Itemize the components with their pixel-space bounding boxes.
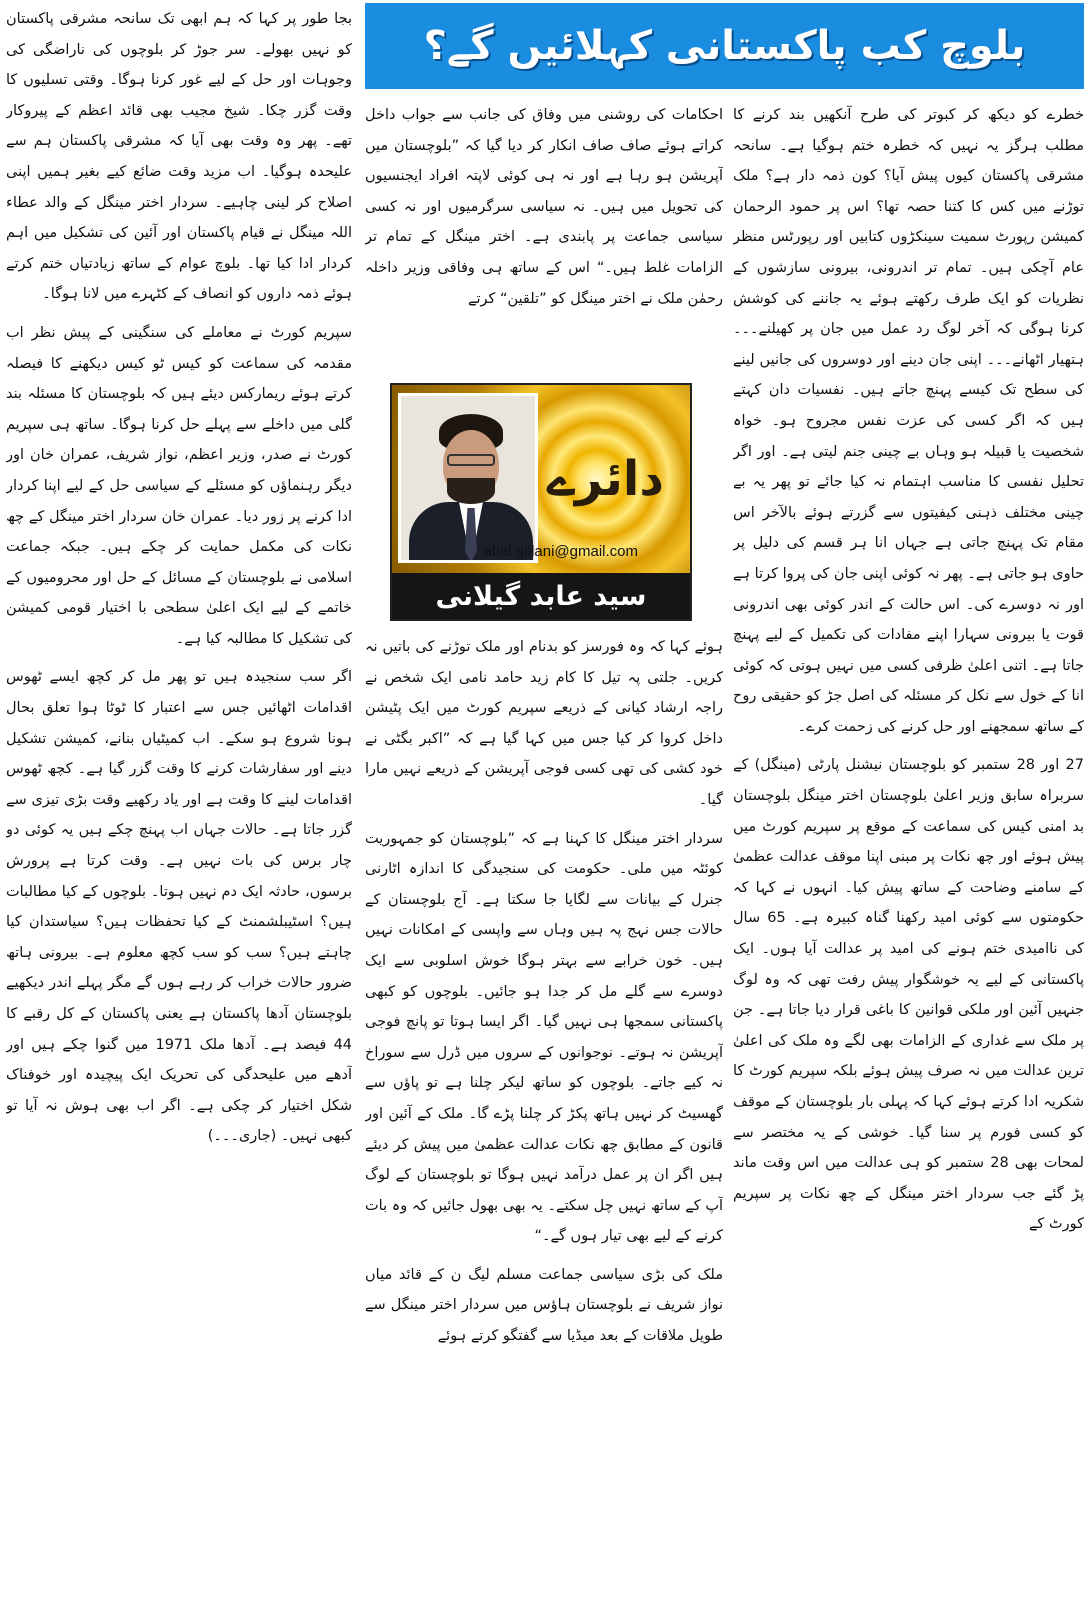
paragraph: احکامات کی روشنی میں وفاق کی جانب سے جواب داخل کراتے ہوئے صاف صاف انکار کر دیا گیا کہ ”بلوچستان میں آپریشن ہو رہا ہے اور نہ ہی کوئی لاپتہ افراد ایجنسیوں کی تحویل میں ہیں۔ نہ سیاسی سرگرمیوں اور نہ کسی سیاسی جماعت پر پابندی ہے۔ اختر مینگل کے تمام تر الزامات غلط ہیں۔“ اس کے ساتھ ہی وفاقی وزیر داخلہ رحمٰن ملک نے اختر مینگل کو ”تلقین“ کرتے — [365, 107, 723, 307]
paragraph: ملک کی بڑی سیاسی جماعت مسلم لیگ ن کے قائد میاں نواز شریف نے بلوچستان ہاؤس میں سردار اختر مینگل سے طویل ملاقات کے بعد میڈیا سے گفتگو کرتے ہوئے — [365, 1266, 723, 1345]
author-portrait — [398, 393, 538, 563]
portrait-glasses — [447, 454, 495, 466]
author-email: abid.gillani@gmail.com — [483, 543, 638, 560]
headline-title: بلوچ کب پاکستانی کہلائیں گے؟ — [423, 23, 1026, 69]
paragraph: خطرے کو دیکھ کر کبوتر کی طرح آنکھیں بند کرنے کا مطلب ہرگز یہ نہیں کہ خطرہ ختم ہوگیا ہے۔ سانحہ مشرقی پاکستان کیوں پیش آیا؟ کون ذمہ دار ہے؟ ملک توڑنے میں کس کا کتنا حصہ تھا؟ اس پر حمود الرحمان کمیشن رپورٹ سمیت سینکڑوں کتابیں اور رپورٹس منظر عام آچکی ہیں۔ تمام تر اندرونی، بیرونی سازشوں کے نظریات کو ایک طرف رکھتے ہوئے یہ جاننے کی کوشش کرنا ہوگی کہ آخر لوگ رد عمل میں جان پر کھیلنے۔۔۔ ہتھیار اٹھانے۔۔۔ اپنی جان دینے اور دوسروں کی جانیں لینے کی سطح تک کیسے پہنچ جاتے ہیں۔ نفسیات دان کہتے ہیں کہ اگر کسی کی عزت نفس مجروح ہو۔ خواہ شخصیت یا قبیلہ ہو وہاں بے چینی جنم لیتی ہے۔ اور اگر تحلیل نفسی کا مناسب اہتمام نہ کیا جائے تو پھر یہ بے چینی مختلف ذہنی کیفیتوں سے گزرتے ہوئے بالآخر اس مقام تک پہنچ جاتی ہے جہاں انا ہر قسم کی دلیل پر حاوی ہو جاتی ہے۔ پھر نہ کوئی اپنی جان کی پروا کرتا ہے اور نہ دوسرے کی۔ اس حالت کے اندر کوئی بھی اندرونی قوت یا بیرونی سہارا اپنے مفادات کی تکمیل کے لیے پہنچ جاتا ہے۔ اتنی اعلیٰ ظرفی کسی میں نہیں ہوتی کہ کوئی انا کے خول سے نکل کر مسئلہ کی اصل جڑ کو حقیقی روح کے ساتھ سمجھنے اور حل کرنے کی زحمت کرے۔ — [733, 107, 1084, 735]
paragraph: اگر سب سنجیدہ ہیں تو پھر مل کر کچھ ایسے ٹھوس اقدامات اٹھائیں جس سے اعتبار کا ٹوٹا ہوا تعلق بحال ہونا شروع ہو سکے۔ اب کمیٹیاں بنانے، کمیشن تشکیل دینے اور سفارشات کرنے کا وقت گزر گیا ہے۔ کچھ ٹھوس اقدامات لینے کا وقت ہے اور یاد رکھیے وقت بڑی تیزی سے گزر جاتا ہے۔ حالات جہاں اب پہنچ چکے ہیں یہ کوئی دو چار برس کی بات نہیں ہے۔ وقت کرتا ہے پرورش برسوں، حادثہ ایک دم نہیں ہوتا۔ بلوچوں کے کیا مطالبات ہیں؟ اسٹیبلشمنٹ کے کیا تحفظات ہیں؟ سیاستدان کیا چاہتے ہیں؟ سب کو سب کچھ معلوم ہے۔ بیرونی ہاتھ ضرور حالات خراب کر رہے ہوں گے مگر پہلے اندر دیکھیے بلوچستان آدھا پاکستان ہے یعنی پاکستان کے کل رقبے کا 44 فیصد ہے۔ آدھا ملک 1971 میں گنوا چکے ہیں اور آدھے میں علیحدگی کی تحریک ایک پیچیدہ اور خوفناک شکل اختیار کر چکی ہے۔ اگر اب بھی ہوش نہ آیا تو کبھی نہیں۔ (جاری۔۔۔) — [6, 669, 352, 1145]
article-column-middle-top — [365, 100, 723, 370]
author-name: سید عابد گیلانی — [435, 580, 647, 612]
paragraph: سپریم کورٹ نے معاملے کی سنگینی کے پیش نظر اب مقدمہ کی سماعت کو کیس ٹو کیس دیکھنے کا فیصلہ کرتے ہوئے ریمارکس دیئے ہیں کہ بلوچستان کا مسئلہ بند گلی میں داخلے سے پہلے حل کرنا ہوگا۔ ساتھ ہی سپریم کورٹ نے صدر، وزیر اعظم، نواز شریف، عمران خان اور دیگر رہنماؤں کو مسئلے کے سیاسی حل کے لیے اپنا کردار ادا کرنے پر زور دیا۔ عمران خان سردار اختر مینگل کے چھ نکات کی مکمل حمایت کر چکے ہیں۔ جبکہ جماعت اسلامی نے بلوچستان کے مسائل کے حل اور محرومیوں کے خاتمے کے لیے ایک اعلیٰ سطحی با اختیار قومی کمیشن کی تشکیل کا مطالبہ کیا ہے۔ — [6, 324, 352, 647]
article-column-middle-bottom — [365, 632, 723, 1594]
article-column-right — [733, 100, 1084, 1594]
paragraph: 27 اور 28 ستمبر کو بلوچستان نیشنل پارٹی (مینگل) کے سربراہ سابق وزیر اعلیٰ بلوچستان اختر مینگل بلوچستان بد امنی کیس کی سماعت کے موقع پر سپریم کورٹ میں پیش ہوئے اور چھ نکات پر مبنی اپنا موقف عدالت عظمیٰ کے سامنے وضاحت کے ساتھ پیش کیا۔ انہوں نے کہا کہ حکومتوں سے کوئی امید رکھنا گناہ کبیرہ ہے۔ 65 سال کی ناامیدی ختم ہونے کی امید پر عدالت آیا ہوں۔ ایک پاکستانی کے لیے یہ خوشگوار پیش رفت تھی کہ وہ لوگ جنہیں آئین اور ملکی قوانین کا باغی قرار دیا جاتا ہے۔ جن پر ملک سے غداری کے الزامات بھی لگے وہ ملک کی اعلیٰ ترین عدالت میں نہ صرف پیش ہوئے بلکہ سپریم کورٹ کا شکریہ ادا کرتے ہوئے کہا کہ پہلی بار بلوچستان کے موقف کو کسی فورم پر سنا گیا۔ خوشی کے یہ مختصر سے لمحات بھی 28 ستمبر کو ہی عدالت میں اس وقت ماند پڑ گئے جب سردار اختر مینگل کے چھ نکات پر سپریم کورٹ کے — [733, 757, 1084, 1233]
article-column-left — [6, 4, 352, 1594]
portrait-beard — [447, 478, 495, 504]
columnist-byline-box — [390, 383, 692, 621]
paragraph: ہوئے کہا کہ وہ فورسز کو بدنام اور ملک توڑنے کی باتیں نہ کریں۔ جلتی پہ تیل کا کام زید حامد نامی ایک شخص نے راجہ ارشاد کیانی کے ذریعے سپریم کورٹ میں ایک پٹیشن داخل کروا کر کیا جس میں کہا گیا ہے کہ ”اکبر بگٹی نے خود کشی کی تھی کسی فوجی آپریشن کے ذریعے نہیں مارا گیا۔ — [365, 639, 723, 808]
author-name-bar — [392, 573, 690, 619]
headline-banner — [365, 3, 1084, 89]
column-logo: دائرے — [546, 451, 664, 507]
paragraph: بجا طور پر کہا کہ ہم ابھی تک سانحہ مشرقی پاکستان کو نہیں بھولے۔ سر جوڑ کر بلوچوں کی ناراضگی کی وجوہات اور حل کے لیے غور کرنا ہوگا۔ وقتی تسلیوں کا وقت گزر چکا۔ شیخ مجیب بھی قائد اعظم کے پیروکار تھے۔ پھر وہ وقت بھی آیا کہ مشرقی پاکستان ہم سے علیحدہ ہوگیا۔ اب مزید وقت ضائع کیے بغیر ہمیں اپنی اصلاح کر لینی چاہیے۔ سردار اختر مینگل کے والد عطاء اللہ مینگل نے قیام پاکستان اور آئین کی تشکیل میں اہم کردار ادا کیا تھا۔ بلوچ عوام کے ساتھ زیادتیاں ختم کرتے ہوئے ذمہ داروں کو انصاف کے کٹہرے میں لانا ہوگا۔ — [6, 11, 352, 303]
paragraph: سردار اختر مینگل کا کہنا ہے کہ ”بلوچستان کو جمہوریت کوئٹہ میں ملی۔ حکومت کی سنجیدگی کا اندازہ اٹارنی جنرل کے بیانات سے لگایا جا سکتا ہے۔ آج بلوچستان کے حالات جس نہج پہ ہیں وہاں سے واپسی کے امکانات نہیں ہیں۔ خون خرابے سے بہتر ہوگا خوش اسلوبی سے ایک دوسرے سے گلے مل کر جدا ہو جائیں۔ بلوچوں کو کبھی پاکستانی سمجھا ہی نہیں گیا۔ اگر ایسا ہوتا تو پانچ فوجی آپریشن نہ ہوتے۔ نوجوانوں کے سروں میں ڈرل سے سوراخ نہ کیے جاتے۔ بلوچوں کو ساتھ لیکر چلنا ہے تو پاؤں سے گھسیٹ کر نہیں ہاتھ پکڑ کر چلنا پڑے گا۔ ملک کے آئین اور قانون کے مطابق چھ نکات عدالت عظمیٰ میں پیش کر دیئے ہیں اگر ان پر عمل درآمد نہیں ہوگا تو بلوچستان کے لوگ آپ کے ساتھ نہیں چل سکتے۔ یہ بھی بھول جائیں کہ وہ بات کرنے کے لیے بھی تیار ہوں گے۔“ — [365, 830, 723, 1245]
